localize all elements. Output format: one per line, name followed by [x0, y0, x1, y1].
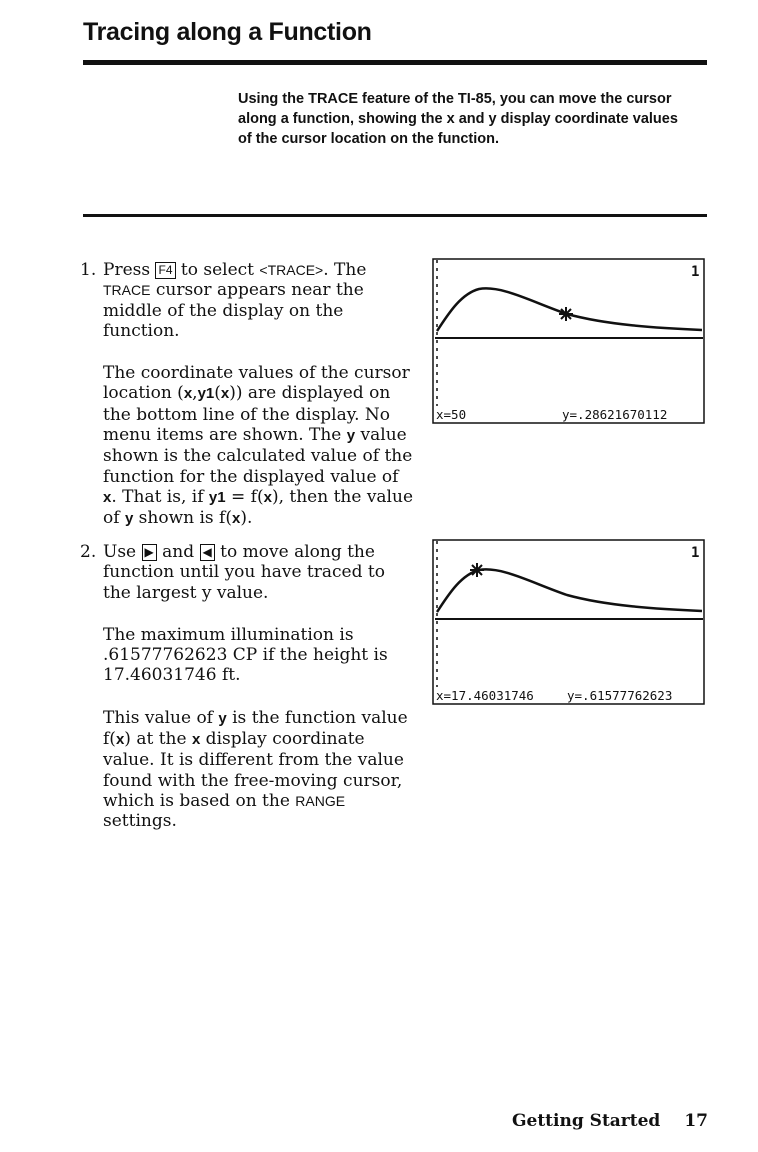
page-footer: [512, 1111, 708, 1131]
step-number: 2.: [80, 542, 97, 562]
section-rule: [83, 214, 707, 217]
screen-border: [433, 540, 704, 704]
step-2: [80, 542, 415, 854]
step-1-explanation: The coordinate values of the cursor location (x,y1(x)) are displayed on the bottom line of the display. No menu items are shown. The y value shown is the calculated value of the function for the displayed value of x. That is, if y1 = f(x), then the value of y shown is f(x).: [103, 363, 414, 529]
footer-section: Getting Started: [512, 1111, 661, 1131]
step-1-instruction: Press F4 to select <TRACE>. The TRACE cursor appears near the middle of the display on the function.: [103, 260, 367, 341]
graph-indicator: 1: [691, 545, 700, 561]
page-title: Tracing along a Function: [83, 18, 372, 46]
page-number: 17: [684, 1111, 708, 1131]
calculator-screen-trace-max: [432, 539, 705, 705]
screen-border: [433, 259, 704, 423]
left-arrow-key: ◀: [200, 544, 215, 561]
intro-text: Using the TRACE feature of the TI-85, you can move the cursor along a function, showing the x and y display coordinate values of the cursor location on the function.: [238, 91, 678, 147]
y-readout: y=.28621670112: [562, 407, 668, 422]
trace-menu-label: <TRACE>: [259, 262, 324, 278]
f4-key: F4: [155, 262, 175, 279]
trace-cursor: [470, 563, 484, 577]
graph-indicator: 1: [691, 264, 700, 280]
trace-cursor: [559, 307, 573, 321]
x-readout: x=50: [436, 407, 467, 422]
x-readout: x=17.46031746: [436, 688, 534, 703]
title-rule: [83, 60, 707, 65]
step-2-instruction: Use ▶ and ◀ to move along the function until you have traced to the largest y value.: [103, 542, 385, 603]
step-1: [80, 260, 415, 552]
right-arrow-key: ▶: [142, 544, 157, 561]
y-readout: y=.61577762623: [567, 688, 673, 703]
step-number: 1.: [80, 260, 97, 280]
calculator-screen-trace-start: [432, 258, 705, 424]
step-2-result: The maximum illumination is .61577762623 CP if the height is 17.46031746 ft.: [103, 624, 388, 686]
step-2-note: This value of y is the function value f(x) at the x display coordinate value. It is different from the value found with the free-moving cursor, which is based on the RANGE settings.: [103, 707, 408, 832]
